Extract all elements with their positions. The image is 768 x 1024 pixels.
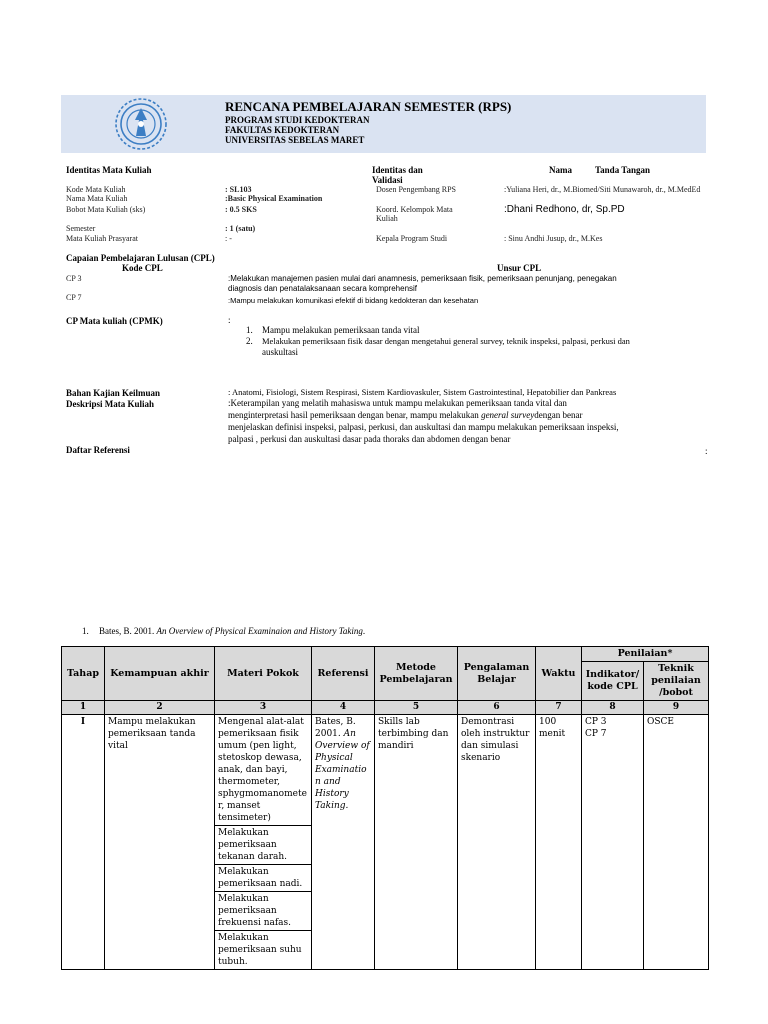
indikator-cp3: CP 3 <box>585 717 607 727</box>
header-metode: Metode Pembelajaran <box>375 647 458 701</box>
head-of-program-label: Kepala Program Studi <box>376 234 448 243</box>
course-name-label: Nama Mata Kuliah <box>66 194 128 203</box>
semester-value: : 1 (satu) <box>225 224 256 233</box>
cpmk-item-1-text: Mampu melakukan pemeriksaan tanda vital <box>262 325 420 335</box>
cpl-section-title: Capaian Pembelajaran Lulusan (CPL) <box>66 253 215 263</box>
program-name: PROGRAM STUDI KEDOKTERAN <box>225 115 370 125</box>
validation-title-line2: Validasi <box>372 175 403 185</box>
column-number: 9 <box>644 701 709 715</box>
header-teknik: Teknik penilaian /bobot <box>644 662 709 701</box>
cell-waktu: 100 menit <box>536 715 582 970</box>
deskripsi-line2-start: menginterpretasi hasil pemeriksaan dengan benar, mampu melakukan <box>228 410 482 420</box>
cell-tahap: I <box>62 715 105 970</box>
coordinator-label-line2: Kuliah <box>376 214 398 223</box>
bahan-kajian-label: Bahan Kajian Keilmuan <box>66 388 161 398</box>
deskripsi-line2-italic: general survey <box>481 410 535 420</box>
deskripsi-line2-end: dengan benar <box>534 410 583 420</box>
deskripsi-label: Deskripsi Mata Kuliah <box>66 399 155 409</box>
table-row <box>62 715 709 826</box>
cpl-text-cp7: :Mampu melakukan komunikasi efektif di bidang kedokteran dan kesehatan <box>228 296 479 305</box>
column-number: 5 <box>375 701 458 715</box>
cpl-code-cp3: CP 3 <box>66 274 82 283</box>
cell-teknik: OSCE <box>644 715 709 970</box>
deskripsi-line2 <box>228 410 583 421</box>
course-name-value: :Basic Physical Examination <box>225 194 323 203</box>
course-code-value: : SL103 <box>225 185 252 194</box>
prerequisite-label: Mata Kuliah Prasyarat <box>66 234 138 243</box>
column-number: 3 <box>215 701 312 715</box>
header-referensi: Referensi <box>312 647 375 701</box>
cpl-text-cp3-line1: :Melakukan manajemen pasien mulai dari anamnesis, pemeriksaan fisik, pemeriksaan penunjang, penegakan <box>228 274 617 283</box>
header-tahap: Tahap <box>62 647 105 701</box>
cpmk-item-2-text-line1: Melakukan pemeriksaan fisik dasar dengan mengetahui general survey, teknik inspeksi, palpasi, perkusi dan <box>262 336 630 346</box>
reference-title: An Overview of Physical Examinaion and History Taking <box>156 626 363 636</box>
header-kemampuan: Kemampuan akhir <box>105 647 215 701</box>
credit-label: Bobot Mata Kuliah (sks) <box>66 205 146 214</box>
semester-label: Semester <box>66 224 96 233</box>
credit-value: : 0.5 SKS <box>225 205 257 214</box>
cpl-code-header: Kode CPL <box>122 263 163 273</box>
head-of-program-value: : Sinu Andhi Jusup, dr., M.Kes <box>504 234 603 243</box>
cell-materi-2: Melakukan pemeriksaan tekanan darah. <box>215 826 312 865</box>
cell-metode: Skills lab terbimbing dan mandiri <box>375 715 458 970</box>
column-number-row <box>62 701 709 715</box>
indikator-cp7: CP 7 <box>585 729 607 739</box>
deskripsi-line1: :Keterampilan yang melatih mahasiswa untuk mampu melakukan pemeriksaan tanda vital dan <box>228 398 567 408</box>
daftar-referensi-label: Daftar Referensi <box>66 445 130 455</box>
validation-title-line1: Identitas dan <box>372 165 423 175</box>
reference-author: Bates, B. 2001. <box>99 626 157 636</box>
header-pengalaman: Pengalaman Belajar <box>458 647 536 701</box>
cell-indikator <box>582 715 644 970</box>
deskripsi-line3: menjelaskan definisi inspeksi, palpasi, perkusi, dan auskultasi dan mampu melakukan pemeriksaan inspeksi, <box>228 422 619 432</box>
header-penilaian: Penilaian* <box>582 647 709 662</box>
cpmk-section-title: CP Mata kuliah (CPMK) <box>66 316 163 326</box>
column-number: 4 <box>312 701 375 715</box>
cell-referensi-plain: Bates, B. 2001. <box>315 717 356 739</box>
cpmk-item-1-num: 1. <box>246 325 253 335</box>
rps-table <box>61 646 709 970</box>
column-number: 7 <box>536 701 582 715</box>
prerequisite-value: : - <box>225 234 232 243</box>
cpmk-item-2-num: 2. <box>246 336 253 346</box>
document-title: RENCANA PEMBELAJARAN SEMESTER (RPS) <box>225 99 512 114</box>
cell-referensi <box>312 715 375 970</box>
cell-kemampuan: Mampu melakukan pemeriksaan tanda vital <box>105 715 215 970</box>
signature-column-header: Tanda Tangan <box>595 165 650 175</box>
cell-materi-1: Mengenal alat-alat pemeriksaan fisik umum (pen light, stetoskop dewasa, anak, dan bayi, thermometer, sphygmomanometer, manset tensimeter) <box>215 715 312 826</box>
cell-materi-3: Melakukan pemeriksaan nadi. <box>215 865 312 892</box>
cpl-text-cp3-line2: diagnosis dan penatalaksanaan secara komprehensif <box>228 284 418 293</box>
cpl-element-header: Unsur CPL <box>497 263 542 273</box>
column-number: 1 <box>62 701 105 715</box>
faculty-name: FAKULTAS KEDOKTERAN <box>225 125 340 135</box>
header-indikator: Indikator/ kode CPL <box>582 662 644 701</box>
cpl-code-cp7: CP 7 <box>66 293 82 302</box>
daftar-referensi-colon: : <box>705 446 708 456</box>
coordinator-value: :Dhani Redhono, dr, Sp.PD <box>504 204 625 215</box>
reference-end: . <box>362 626 366 636</box>
cell-materi-4: Melakukan pemeriksaan frekuensi nafas. <box>215 892 312 931</box>
cell-pengalaman: Demontrasi oleh instruktur dan simulasi skenario <box>458 715 536 970</box>
cell-referensi-italic: An Overview of Physical Examination and History Taking. <box>315 729 370 811</box>
bahan-kajian-value: : Anatomi, Fisiologi, Sistem Respirasi, Sistem Kardiovaskuler, Sistem Gastrointestinal, Hepatobilier dan Pankreas <box>228 387 617 397</box>
header-materi: Materi Pokok <box>215 647 312 701</box>
reference-entry <box>99 626 365 636</box>
rps-developer-label: Dosen Pengembang RPS <box>376 185 456 194</box>
coordinator-label-line1: Koord. Kelompok Mata <box>376 205 453 214</box>
header-waktu: Waktu <box>536 647 582 701</box>
rps-developer-value: :Yuliana Heri, dr., M.Biomed/Siti Munawaroh, dr., M.MedEd <box>504 185 701 194</box>
reference-num: 1. <box>82 626 89 636</box>
deskripsi-line4: palpasi , perkusi dan auskultasi dasar pada thoraks dan abdomen dengan benar <box>228 434 511 444</box>
name-column-header: Nama <box>549 165 572 175</box>
university-logo-icon <box>110 96 172 152</box>
column-number: 6 <box>458 701 536 715</box>
column-number: 2 <box>105 701 215 715</box>
cpmk-colon: : <box>228 315 231 325</box>
identity-section-title: Identitas Mata Kuliah <box>66 165 152 175</box>
course-code-label: Kode Mata Kuliah <box>66 185 126 194</box>
cell-materi-5: Melakukan pemeriksaan suhu tubuh. <box>215 931 312 970</box>
column-number: 8 <box>582 701 644 715</box>
university-name: UNIVERSITAS SEBELAS MARET <box>225 135 365 145</box>
cpmk-item-2-text-line2: auskultasi <box>262 347 298 357</box>
